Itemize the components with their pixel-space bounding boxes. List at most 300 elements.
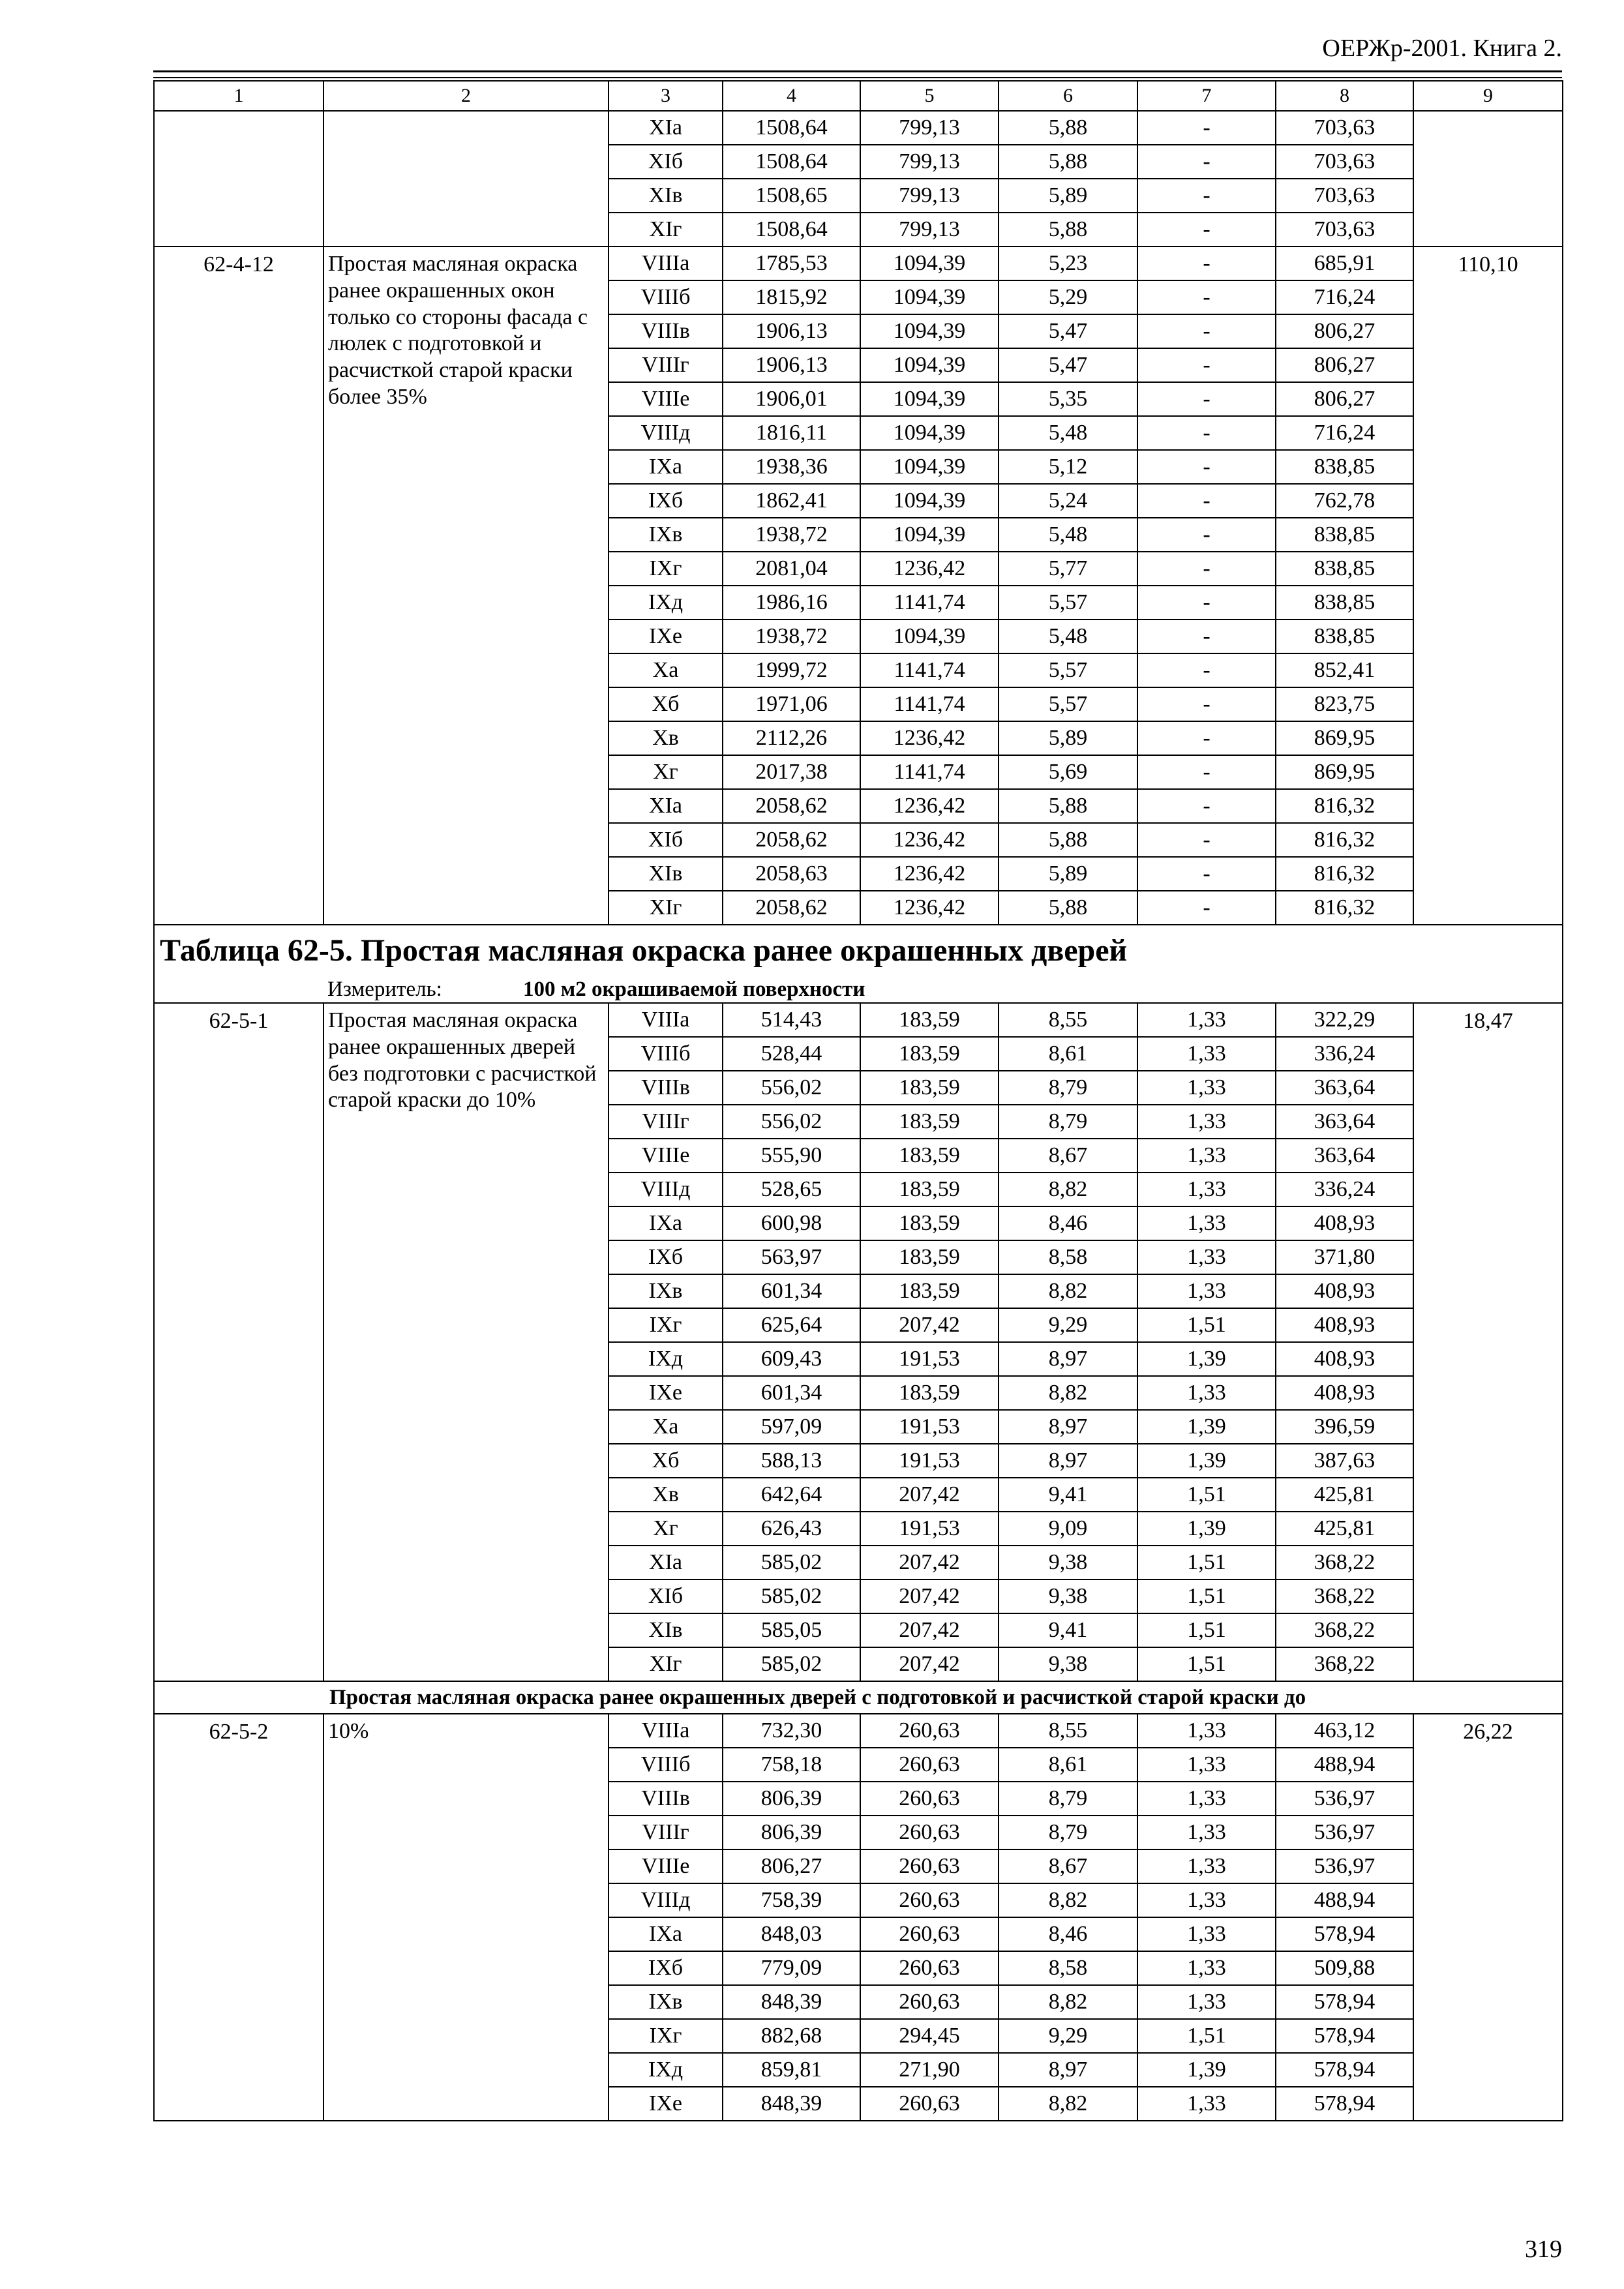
total-cost: 1906,13 bbox=[723, 314, 860, 348]
material-cost: 578,94 bbox=[1276, 2087, 1413, 2121]
zone-code: XIб bbox=[609, 823, 723, 857]
zone-code: VIIIд bbox=[609, 1883, 723, 1917]
machine-cost: 5,88 bbox=[999, 789, 1137, 823]
wage-cost: 191,53 bbox=[860, 1512, 999, 1546]
total-cost: 806,27 bbox=[723, 1849, 860, 1883]
total-cost: 1815,92 bbox=[723, 280, 860, 314]
total-cost: 601,34 bbox=[723, 1376, 860, 1410]
zone-code: Xг bbox=[609, 1512, 723, 1546]
machine-wage-cost: - bbox=[1137, 348, 1276, 382]
wage-cost: 1236,42 bbox=[860, 891, 999, 925]
material-cost: 368,22 bbox=[1276, 1579, 1413, 1613]
wage-cost: 1236,42 bbox=[860, 721, 999, 755]
wage-cost: 191,53 bbox=[860, 1342, 999, 1376]
wage-cost: 207,42 bbox=[860, 1308, 999, 1342]
zone-code: VIIIб bbox=[609, 1748, 723, 1782]
machine-cost: 8,46 bbox=[999, 1206, 1137, 1240]
zone-code: VIIIг bbox=[609, 348, 723, 382]
total-cost: 1508,64 bbox=[723, 111, 860, 145]
machine-wage-cost: 1,33 bbox=[1137, 1003, 1276, 1037]
zone-code: IXв bbox=[609, 1985, 723, 2019]
zone-code: IXа bbox=[609, 450, 723, 484]
machine-cost: 8,97 bbox=[999, 1444, 1137, 1478]
column-number: 5 bbox=[860, 81, 999, 111]
column-number: 8 bbox=[1276, 81, 1413, 111]
table-body bbox=[154, 81, 1563, 2121]
wage-cost: 271,90 bbox=[860, 2053, 999, 2087]
table-row bbox=[154, 1003, 1563, 1037]
zone-code: VIIIв bbox=[609, 314, 723, 348]
machine-wage-cost: - bbox=[1137, 687, 1276, 721]
machine-cost: 8,67 bbox=[999, 1849, 1137, 1883]
total-cost: 848,03 bbox=[723, 1917, 860, 1951]
material-cost: 869,95 bbox=[1276, 755, 1413, 789]
machine-cost: 8,79 bbox=[999, 1105, 1137, 1139]
material-cost: 703,63 bbox=[1276, 213, 1413, 247]
machine-wage-cost: 1,33 bbox=[1137, 1951, 1276, 1985]
column-number: 9 bbox=[1413, 81, 1563, 111]
machine-cost: 9,29 bbox=[999, 2019, 1137, 2053]
machine-cost: 8,61 bbox=[999, 1037, 1137, 1071]
machine-cost: 8,79 bbox=[999, 1782, 1137, 1816]
total-cost: 588,13 bbox=[723, 1444, 860, 1478]
material-cost: 806,27 bbox=[1276, 348, 1413, 382]
machine-cost: 5,88 bbox=[999, 213, 1137, 247]
machine-cost: 5,77 bbox=[999, 552, 1137, 586]
material-cost: 363,64 bbox=[1276, 1105, 1413, 1139]
machine-wage-cost: - bbox=[1137, 213, 1276, 247]
machine-cost: 5,48 bbox=[999, 518, 1137, 552]
zone-code: IXб bbox=[609, 484, 723, 518]
machine-cost: 8,55 bbox=[999, 1003, 1137, 1037]
machine-wage-cost: - bbox=[1137, 518, 1276, 552]
wage-cost: 183,59 bbox=[860, 1173, 999, 1206]
machine-wage-cost: 1,39 bbox=[1137, 1512, 1276, 1546]
material-cost: 838,85 bbox=[1276, 620, 1413, 653]
machine-wage-cost: 1,51 bbox=[1137, 1478, 1276, 1512]
material-cost: 816,32 bbox=[1276, 891, 1413, 925]
material-cost: 425,81 bbox=[1276, 1512, 1413, 1546]
total-cost: 1986,16 bbox=[723, 586, 860, 620]
zone-code: VIIIе bbox=[609, 1849, 723, 1883]
machine-cost: 5,47 bbox=[999, 314, 1137, 348]
zone-code: VIIIа bbox=[609, 1714, 723, 1748]
column-number: 3 bbox=[609, 81, 723, 111]
total-cost: 1999,72 bbox=[723, 653, 860, 687]
machine-cost: 8,58 bbox=[999, 1951, 1137, 1985]
total-cost: 1971,06 bbox=[723, 687, 860, 721]
machine-wage-cost: 1,33 bbox=[1137, 1714, 1276, 1748]
total-cost: 1862,41 bbox=[723, 484, 860, 518]
machine-cost: 5,89 bbox=[999, 179, 1137, 213]
material-cost: 408,93 bbox=[1276, 1308, 1413, 1342]
zone-code: IXб bbox=[609, 1240, 723, 1274]
header-rule-secondary bbox=[153, 77, 1562, 78]
material-cost: 463,12 bbox=[1276, 1714, 1413, 1748]
material-cost: 762,78 bbox=[1276, 484, 1413, 518]
machine-cost: 8,46 bbox=[999, 1917, 1137, 1951]
total-cost: 1938,72 bbox=[723, 620, 860, 653]
zone-code: VIIIб bbox=[609, 1037, 723, 1071]
total-cost: 556,02 bbox=[723, 1105, 860, 1139]
material-cost: 703,63 bbox=[1276, 179, 1413, 213]
material-cost: 816,32 bbox=[1276, 823, 1413, 857]
machine-cost: 8,61 bbox=[999, 1748, 1137, 1782]
material-cost: 488,94 bbox=[1276, 1883, 1413, 1917]
table-row bbox=[154, 111, 1563, 145]
zone-code: XIб bbox=[609, 145, 723, 179]
machine-cost: 5,89 bbox=[999, 857, 1137, 891]
total-cost: 806,39 bbox=[723, 1782, 860, 1816]
machine-wage-cost: 1,33 bbox=[1137, 1748, 1276, 1782]
machine-cost: 5,35 bbox=[999, 382, 1137, 416]
wage-cost: 260,63 bbox=[860, 1883, 999, 1917]
material-cost: 816,32 bbox=[1276, 789, 1413, 823]
wage-cost: 1094,39 bbox=[860, 518, 999, 552]
wage-cost: 260,63 bbox=[860, 1714, 999, 1748]
machine-wage-cost: 1,33 bbox=[1137, 1173, 1276, 1206]
machine-cost: 5,88 bbox=[999, 111, 1137, 145]
header-rule bbox=[153, 70, 1562, 72]
total-cost: 597,09 bbox=[723, 1410, 860, 1444]
material-cost: 363,64 bbox=[1276, 1139, 1413, 1173]
wage-cost: 1236,42 bbox=[860, 789, 999, 823]
total-cost: 859,81 bbox=[723, 2053, 860, 2087]
price-per-unit: 110,10 bbox=[1413, 247, 1563, 925]
material-cost: 806,27 bbox=[1276, 314, 1413, 348]
total-cost: 585,02 bbox=[723, 1647, 860, 1681]
column-number-row bbox=[154, 81, 1563, 111]
subtitle-row bbox=[154, 1681, 1563, 1714]
zone-code: XIа bbox=[609, 789, 723, 823]
wage-cost: 1094,39 bbox=[860, 450, 999, 484]
machine-cost: 8,82 bbox=[999, 1985, 1137, 2019]
material-cost: 363,64 bbox=[1276, 1071, 1413, 1105]
material-cost: 838,85 bbox=[1276, 450, 1413, 484]
wage-cost: 260,63 bbox=[860, 1782, 999, 1816]
machine-cost: 8,79 bbox=[999, 1816, 1137, 1849]
total-cost: 642,64 bbox=[723, 1478, 860, 1512]
wage-cost: 1094,39 bbox=[860, 416, 999, 450]
zone-code: IXг bbox=[609, 552, 723, 586]
machine-wage-cost: 1,33 bbox=[1137, 1782, 1276, 1816]
total-cost: 600,98 bbox=[723, 1206, 860, 1240]
zone-code: XIа bbox=[609, 111, 723, 145]
zone-code: XIб bbox=[609, 1579, 723, 1613]
zone-code: IXг bbox=[609, 2019, 723, 2053]
zone-code: XIг bbox=[609, 891, 723, 925]
zone-code: IXб bbox=[609, 1951, 723, 1985]
table-row bbox=[154, 1714, 1563, 1748]
total-cost: 556,02 bbox=[723, 1071, 860, 1105]
zone-code: IXе bbox=[609, 1376, 723, 1410]
machine-cost: 9,38 bbox=[999, 1546, 1137, 1579]
price-per-unit: 18,47 bbox=[1413, 1003, 1563, 1681]
machine-cost: 5,47 bbox=[999, 348, 1137, 382]
wage-cost: 1094,39 bbox=[860, 620, 999, 653]
wage-cost: 183,59 bbox=[860, 1037, 999, 1071]
zone-code: VIIIб bbox=[609, 280, 723, 314]
machine-cost: 5,89 bbox=[999, 721, 1137, 755]
zone-code: IXг bbox=[609, 1308, 723, 1342]
wage-cost: 1236,42 bbox=[860, 823, 999, 857]
wage-cost: 260,63 bbox=[860, 1985, 999, 2019]
total-cost: 2058,62 bbox=[723, 789, 860, 823]
wage-cost: 1094,39 bbox=[860, 484, 999, 518]
zone-code: Xа bbox=[609, 653, 723, 687]
zone-code: IXд bbox=[609, 1342, 723, 1376]
zone-code: VIIIд bbox=[609, 1173, 723, 1206]
wage-cost: 183,59 bbox=[860, 1139, 999, 1173]
zone-code: VIIIг bbox=[609, 1816, 723, 1849]
machine-cost: 8,97 bbox=[999, 2053, 1137, 2087]
machine-wage-cost: 1,33 bbox=[1137, 1037, 1276, 1071]
price-per-unit bbox=[1413, 111, 1563, 247]
zone-code: IXа bbox=[609, 1206, 723, 1240]
machine-wage-cost: 1,51 bbox=[1137, 1546, 1276, 1579]
material-cost: 371,80 bbox=[1276, 1240, 1413, 1274]
total-cost: 1938,72 bbox=[723, 518, 860, 552]
wage-cost: 207,42 bbox=[860, 1546, 999, 1579]
material-cost: 408,93 bbox=[1276, 1376, 1413, 1410]
machine-wage-cost: - bbox=[1137, 857, 1276, 891]
machine-wage-cost: 1,33 bbox=[1137, 1985, 1276, 2019]
unit-row bbox=[154, 976, 1563, 1003]
machine-cost: 8,82 bbox=[999, 1376, 1137, 1410]
total-cost: 601,34 bbox=[723, 1274, 860, 1308]
total-cost: 1508,65 bbox=[723, 179, 860, 213]
machine-cost: 5,24 bbox=[999, 484, 1137, 518]
wage-cost: 1141,74 bbox=[860, 755, 999, 789]
machine-wage-cost: 1,51 bbox=[1137, 1647, 1276, 1681]
price-table bbox=[153, 80, 1563, 2121]
wage-cost: 260,63 bbox=[860, 2087, 999, 2121]
zone-code: IXв bbox=[609, 1274, 723, 1308]
total-cost: 528,44 bbox=[723, 1037, 860, 1071]
machine-wage-cost: 1,39 bbox=[1137, 1342, 1276, 1376]
wage-cost: 207,42 bbox=[860, 1613, 999, 1647]
total-cost: 555,90 bbox=[723, 1139, 860, 1173]
wage-cost: 1141,74 bbox=[860, 586, 999, 620]
machine-wage-cost: 1,39 bbox=[1137, 1444, 1276, 1478]
material-cost: 368,22 bbox=[1276, 1647, 1413, 1681]
machine-wage-cost: - bbox=[1137, 552, 1276, 586]
wage-cost: 260,63 bbox=[860, 1849, 999, 1883]
wage-cost: 183,59 bbox=[860, 1105, 999, 1139]
material-cost: 322,29 bbox=[1276, 1003, 1413, 1037]
machine-cost: 5,88 bbox=[999, 823, 1137, 857]
machine-cost: 5,88 bbox=[999, 145, 1137, 179]
material-cost: 336,24 bbox=[1276, 1037, 1413, 1071]
norm-code: 62-4-12 bbox=[154, 247, 323, 925]
column-number: 7 bbox=[1137, 81, 1276, 111]
material-cost: 425,81 bbox=[1276, 1478, 1413, 1512]
total-cost: 514,43 bbox=[723, 1003, 860, 1037]
zone-code: Xв bbox=[609, 721, 723, 755]
machine-wage-cost: 1,51 bbox=[1137, 1613, 1276, 1647]
material-cost: 408,93 bbox=[1276, 1274, 1413, 1308]
machine-cost: 8,79 bbox=[999, 1071, 1137, 1105]
total-cost: 1508,64 bbox=[723, 145, 860, 179]
wage-cost: 260,63 bbox=[860, 1748, 999, 1782]
norm-code: 62-5-2 bbox=[154, 1714, 323, 2121]
zone-code: IXе bbox=[609, 620, 723, 653]
machine-cost: 5,48 bbox=[999, 416, 1137, 450]
wage-cost: 1094,39 bbox=[860, 382, 999, 416]
zone-code: IXе bbox=[609, 2087, 723, 2121]
total-cost: 609,43 bbox=[723, 1342, 860, 1376]
norm-code: 62-5-1 bbox=[154, 1003, 323, 1681]
material-cost: 838,85 bbox=[1276, 518, 1413, 552]
total-cost: 2058,62 bbox=[723, 823, 860, 857]
wage-cost: 1094,39 bbox=[860, 314, 999, 348]
material-cost: 816,32 bbox=[1276, 857, 1413, 891]
machine-wage-cost: 1,33 bbox=[1137, 1376, 1276, 1410]
machine-cost: 9,38 bbox=[999, 1647, 1137, 1681]
material-cost: 838,85 bbox=[1276, 586, 1413, 620]
total-cost: 1906,01 bbox=[723, 382, 860, 416]
machine-cost: 5,57 bbox=[999, 586, 1137, 620]
table-row bbox=[154, 247, 1563, 280]
machine-cost: 8,55 bbox=[999, 1714, 1137, 1748]
zone-code: VIIIе bbox=[609, 1139, 723, 1173]
machine-cost: 5,48 bbox=[999, 620, 1137, 653]
wage-cost: 1141,74 bbox=[860, 653, 999, 687]
total-cost: 2058,62 bbox=[723, 891, 860, 925]
material-cost: 716,24 bbox=[1276, 416, 1413, 450]
material-cost: 509,88 bbox=[1276, 1951, 1413, 1985]
machine-wage-cost: 1,33 bbox=[1137, 1206, 1276, 1240]
zone-code: IXд bbox=[609, 2053, 723, 2087]
wage-cost: 207,42 bbox=[860, 1579, 999, 1613]
zone-code: VIIIа bbox=[609, 1003, 723, 1037]
total-cost: 1938,36 bbox=[723, 450, 860, 484]
material-cost: 336,24 bbox=[1276, 1173, 1413, 1206]
zone-code: Xв bbox=[609, 1478, 723, 1512]
machine-wage-cost: 1,33 bbox=[1137, 1274, 1276, 1308]
zone-code: Xб bbox=[609, 687, 723, 721]
total-cost: 732,30 bbox=[723, 1714, 860, 1748]
column-number: 1 bbox=[154, 81, 323, 111]
norm-description: Простая масляная окраска ранее окрашенных дверей без подготовки с расчисткой старой краски до 10% bbox=[323, 1003, 609, 1681]
machine-wage-cost: 1,33 bbox=[1137, 1139, 1276, 1173]
zone-code: VIIIг bbox=[609, 1105, 723, 1139]
total-cost: 779,09 bbox=[723, 1951, 860, 1985]
machine-wage-cost: - bbox=[1137, 755, 1276, 789]
machine-wage-cost: - bbox=[1137, 891, 1276, 925]
machine-cost: 5,57 bbox=[999, 687, 1137, 721]
machine-wage-cost: - bbox=[1137, 586, 1276, 620]
zone-code: XIв bbox=[609, 857, 723, 891]
total-cost: 1906,13 bbox=[723, 348, 860, 382]
machine-cost: 5,57 bbox=[999, 653, 1137, 687]
column-number: 4 bbox=[723, 81, 860, 111]
wage-cost: 207,42 bbox=[860, 1647, 999, 1681]
machine-cost: 8,97 bbox=[999, 1342, 1137, 1376]
total-cost: 2081,04 bbox=[723, 552, 860, 586]
material-cost: 488,94 bbox=[1276, 1748, 1413, 1782]
running-header: ОЕРЖр-2001. Книга 2. bbox=[1322, 35, 1562, 62]
total-cost: 848,39 bbox=[723, 2087, 860, 2121]
wage-cost: 183,59 bbox=[860, 1376, 999, 1410]
zone-code: XIв bbox=[609, 1613, 723, 1647]
total-cost: 626,43 bbox=[723, 1512, 860, 1546]
total-cost: 625,64 bbox=[723, 1308, 860, 1342]
total-cost: 758,18 bbox=[723, 1748, 860, 1782]
machine-wage-cost: - bbox=[1137, 179, 1276, 213]
zone-code: VIIIе bbox=[609, 382, 723, 416]
zone-code: VIIIв bbox=[609, 1071, 723, 1105]
machine-wage-cost: 1,51 bbox=[1137, 2019, 1276, 2053]
machine-cost: 8,82 bbox=[999, 1883, 1137, 1917]
material-cost: 716,24 bbox=[1276, 280, 1413, 314]
material-cost: 578,94 bbox=[1276, 1917, 1413, 1951]
wage-cost: 191,53 bbox=[860, 1444, 999, 1478]
machine-wage-cost: - bbox=[1137, 620, 1276, 653]
wage-cost: 1236,42 bbox=[860, 552, 999, 586]
material-cost: 408,93 bbox=[1276, 1206, 1413, 1240]
wage-cost: 260,63 bbox=[860, 1951, 999, 1985]
zone-code: VIIIв bbox=[609, 1782, 723, 1816]
zone-code: Xб bbox=[609, 1444, 723, 1478]
machine-cost: 9,41 bbox=[999, 1613, 1137, 1647]
machine-wage-cost: - bbox=[1137, 721, 1276, 755]
zone-code: XIа bbox=[609, 1546, 723, 1579]
material-cost: 823,75 bbox=[1276, 687, 1413, 721]
total-cost: 1508,64 bbox=[723, 213, 860, 247]
machine-wage-cost: 1,33 bbox=[1137, 1816, 1276, 1849]
machine-cost: 5,88 bbox=[999, 891, 1137, 925]
machine-cost: 8,82 bbox=[999, 1274, 1137, 1308]
wage-cost: 799,13 bbox=[860, 179, 999, 213]
machine-cost: 8,82 bbox=[999, 2087, 1137, 2121]
machine-wage-cost: - bbox=[1137, 314, 1276, 348]
total-cost: 528,65 bbox=[723, 1173, 860, 1206]
unit-cell bbox=[154, 976, 1563, 1003]
column-number: 6 bbox=[999, 81, 1137, 111]
machine-wage-cost: - bbox=[1137, 653, 1276, 687]
wage-cost: 183,59 bbox=[860, 1240, 999, 1274]
zone-code: XIг bbox=[609, 1647, 723, 1681]
total-cost: 806,39 bbox=[723, 1816, 860, 1849]
machine-cost: 8,97 bbox=[999, 1410, 1137, 1444]
wage-cost: 1236,42 bbox=[860, 857, 999, 891]
machine-wage-cost: 1,33 bbox=[1137, 1849, 1276, 1883]
wage-cost: 799,13 bbox=[860, 145, 999, 179]
machine-cost: 5,12 bbox=[999, 450, 1137, 484]
total-cost: 882,68 bbox=[723, 2019, 860, 2053]
zone-code: Xа bbox=[609, 1410, 723, 1444]
zone-code: XIг bbox=[609, 213, 723, 247]
machine-cost: 8,58 bbox=[999, 1240, 1137, 1274]
machine-wage-cost: 1,33 bbox=[1137, 1105, 1276, 1139]
total-cost: 2058,63 bbox=[723, 857, 860, 891]
page-number: 319 bbox=[1525, 2236, 1562, 2263]
machine-wage-cost: 1,39 bbox=[1137, 1410, 1276, 1444]
machine-wage-cost: 1,33 bbox=[1137, 2087, 1276, 2121]
material-cost: 408,93 bbox=[1276, 1342, 1413, 1376]
total-cost: 563,97 bbox=[723, 1240, 860, 1274]
machine-cost: 9,38 bbox=[999, 1579, 1137, 1613]
material-cost: 703,63 bbox=[1276, 145, 1413, 179]
total-cost: 758,39 bbox=[723, 1883, 860, 1917]
machine-wage-cost: - bbox=[1137, 450, 1276, 484]
column-number: 2 bbox=[323, 81, 609, 111]
wage-cost: 183,59 bbox=[860, 1206, 999, 1240]
total-cost: 585,02 bbox=[723, 1546, 860, 1579]
norm-code bbox=[154, 111, 323, 247]
material-cost: 578,94 bbox=[1276, 2019, 1413, 2053]
